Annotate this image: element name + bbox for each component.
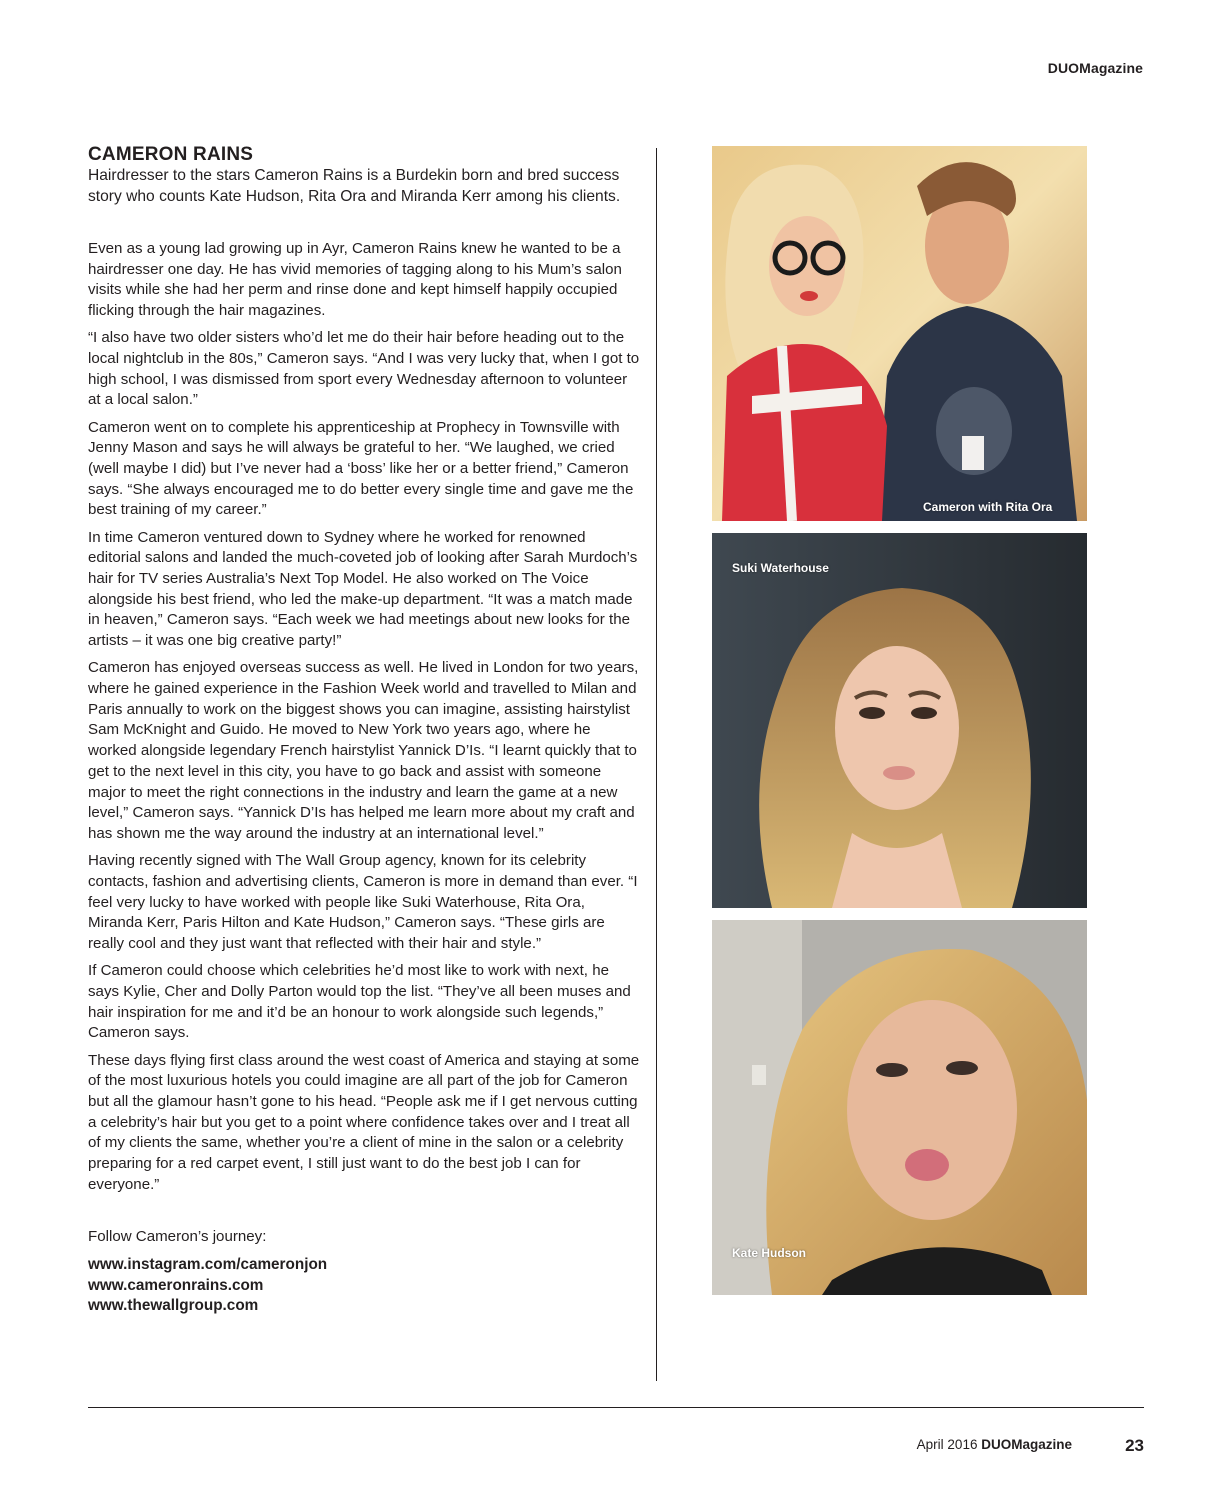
photo-caption: Kate Hudson xyxy=(732,1246,807,1260)
body-paragraph: If Cameron could choose which celebrities he’d most like to work with next, he says Kylie, Cher and Dolly Parton would top the list. “They’ve all been muses and hair inspiration for me and it’d be an honour to work alongside such legends,” Cameron says. xyxy=(88,962,631,1042)
header-brand: DUOMagazine xyxy=(1047,60,1143,76)
links-list xyxy=(88,1255,640,1317)
body-paragraph: Cameron has enjoyed overseas success as well. He lived in London for two years, where he gained experience in the Fashion Week world and travelled to Milan and Paris annually to work on the biggest shows you can imagine, assisting hairstylist Sam McKnight and Guido. He moved to New York two years ago, where he worked alongside legendary French hairstylist Yannick D’Is. “I learnt quickly that to get to the next level in this city, you have to go back and assist with someone major to meet the right connections in the industry and learn the game at a new level,” Cameron says. “Yannick D’Is has helped me learn more about my craft and has shown me the way around the industry at an international level.” xyxy=(88,659,639,842)
follow-label: Follow Cameron’s journey: xyxy=(88,1228,267,1246)
body-paragraph: “I also have two older sisters who’d let me do their hair before heading out to the local nightclub in the 80s,” Cameron says. “And I was very lucky that, when I got to high school, I was dismissed from sport every Wednesday afternoon to volunteer at a local salon.” xyxy=(88,329,640,409)
article-title: CAMERON RAINS xyxy=(88,144,254,165)
photo-illustration xyxy=(712,146,1087,521)
body-paragraph: Cameron went on to complete his apprenticeship at Prophecy in Townsville with Jenny Mason and says he will always be grateful to her. “We laughed, we cried (well maybe I did) but I’ve never had a ‘boss’ like her or a better friend,” Cameron says. “She always encouraged me to do better every single time and gave me the best training of my career.” xyxy=(88,418,634,519)
column-divider xyxy=(656,148,657,1381)
photo-illustration xyxy=(712,533,1087,908)
body-paragraph: In time Cameron ventured down to Sydney where he worked for renowned editorial salons and landed the much-coveted job of looking after Sarah Murdoch’s hair for TV series Australia’s Next Top Model. He also worked on The Voice alongside his best friend, who led the make-up department. “It was a match made in heaven,” Cameron says. “Each week we had meetings about new looks for the artists – it was one big creative party!” xyxy=(88,528,638,650)
photo-suki-waterhouse xyxy=(712,533,1087,908)
page-number: 23 xyxy=(1125,1436,1144,1455)
photo-caption: Cameron with Rita Ora xyxy=(923,500,1053,514)
body-paragraph: Even as a young lad growing up in Ayr, Cameron Rains knew he wanted to be a hairdresser one day. He has vivid memories of tagging along to his Mum’s salon visits while she had her perm and rinse done and kept himself happily occupied flicking through the hair magazines. xyxy=(88,240,622,320)
footer xyxy=(917,1437,1072,1452)
photo-illustration xyxy=(712,920,1087,1295)
photo-cameron-rita-ora xyxy=(712,146,1087,521)
article xyxy=(88,144,640,1317)
website-link[interactable]: www.cameronrains.com xyxy=(88,1276,264,1294)
footer-brand: DUOMagazine xyxy=(981,1437,1072,1452)
footer-divider xyxy=(88,1407,1144,1408)
body-paragraph: These days flying first class around the west coast of America and staying at some of the most luxurious hotels you could imagine are all part of the job for Cameron but all the glamour hasn’t gone to his head. “People ask me if I get nervous cutting a celebrity’s hair but you get to a point where confidence takes over and I treat all of my clients the same, whether you’re a client of mine in the salon or a celebrity preparing for a red carpet event, I still just want to do the best job I can for everyone.” xyxy=(88,1051,640,1193)
footer-date: April 2016 xyxy=(916,1437,978,1452)
body-paragraph: Having recently signed with The Wall Group agency, known for its celebrity contacts, fashion and advertising clients, Cameron is more in demand than ever. “I feel very lucky to have worked with people like Suki Waterhouse, Rita Ora, Miranda Kerr, Paris Hilton and Kate Hudson,” Cameron says. “These girls are really cool and they just want that reflected with their hair and style.” xyxy=(88,852,638,952)
instagram-link[interactable]: www.instagram.com/cameronjon xyxy=(88,1256,328,1274)
photo-caption: Suki Waterhouse xyxy=(732,561,829,575)
photo-kate-hudson xyxy=(712,920,1087,1295)
article-intro: Hairdresser to the stars Cameron Rains is a Burdekin born and bred success story who counts Kate Hudson, Rita Ora and Miranda Kerr among his clients. xyxy=(88,167,621,205)
agency-link[interactable]: www.thewallgroup.com xyxy=(88,1297,259,1315)
